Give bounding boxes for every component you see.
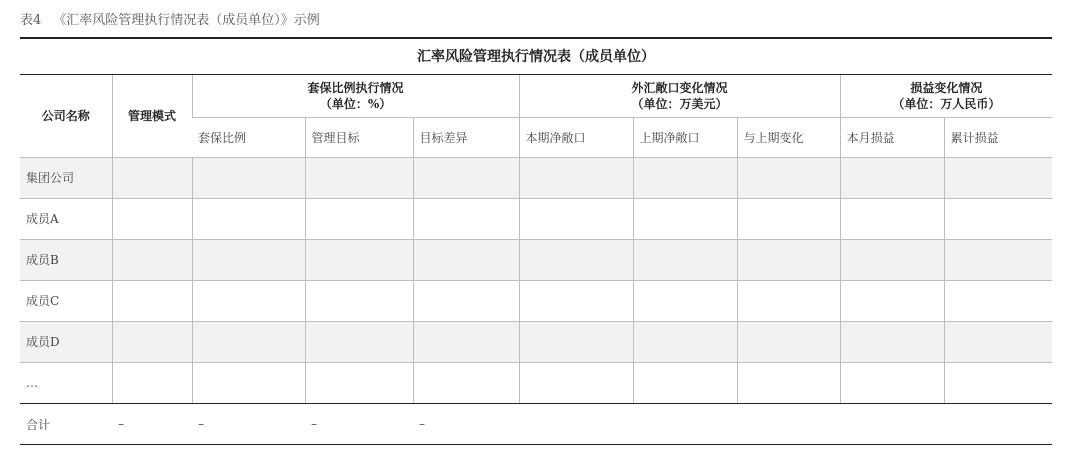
header-group-exposure <box>519 75 840 117</box>
table-cell <box>944 321 1052 362</box>
header-group-exposure-title: 外汇敞口变化情况 <box>631 80 728 95</box>
header-previous-net-exposure: 上期净敞口 <box>633 117 737 157</box>
table-cell <box>737 280 840 321</box>
header-change-vs-previous: 与上期变化 <box>737 117 840 157</box>
table-row <box>20 198 1052 239</box>
total-value-management-target: – <box>311 417 317 431</box>
table-cell <box>192 280 305 321</box>
table-cell <box>737 198 840 239</box>
header-group-pnl <box>840 75 1052 117</box>
row-company-name: 成员A <box>20 198 112 239</box>
header-group-hedge <box>192 75 519 117</box>
table-cell <box>944 157 1052 198</box>
header-group-hedge-unit: （单位：%） <box>319 96 392 111</box>
header-group-pnl-title: 损益变化情况 <box>910 80 983 95</box>
data-table <box>20 75 1052 403</box>
row-company-name: 成员D <box>20 321 112 362</box>
table-cell <box>944 362 1052 403</box>
table-cell <box>413 198 519 239</box>
table-cell <box>840 321 944 362</box>
table-cell <box>305 321 413 362</box>
table-cell <box>840 157 944 198</box>
table-cell <box>944 239 1052 280</box>
table-title: 汇率风险管理执行情况表（成员单位） <box>20 39 1052 75</box>
table-cell <box>413 362 519 403</box>
table-caption <box>20 9 320 28</box>
table-cell <box>192 198 305 239</box>
table-cell <box>840 198 944 239</box>
table-cell <box>519 157 633 198</box>
row-company-name: 集团公司 <box>20 157 112 198</box>
table-cell <box>840 362 944 403</box>
table-cell <box>944 198 1052 239</box>
table-row <box>20 362 1052 403</box>
table-cell <box>413 321 519 362</box>
table-cell <box>413 280 519 321</box>
table-cell <box>633 280 737 321</box>
total-label: 合计 <box>26 417 51 432</box>
table-cell <box>192 362 305 403</box>
header-target-gap: 目标差异 <box>413 117 519 157</box>
row-company-name: 成员B <box>20 239 112 280</box>
table-cell <box>305 362 413 403</box>
table-cell <box>413 239 519 280</box>
total-value-mode: – <box>118 417 124 431</box>
header-mode: 管理模式 <box>112 75 192 157</box>
table-cell <box>633 362 737 403</box>
table-cell <box>737 239 840 280</box>
caption-title: 《汇率风险管理执行情况表（成员单位）》示例 <box>53 13 320 28</box>
table-cell <box>112 239 192 280</box>
header-hedge-ratio: 套保比例 <box>192 117 305 157</box>
total-value-hedge-ratio: – <box>198 417 204 431</box>
table-cell <box>305 239 413 280</box>
total-row <box>20 404 1052 445</box>
table-cell <box>519 239 633 280</box>
table-row <box>20 157 1052 198</box>
table-cell <box>519 321 633 362</box>
header-cumulative-pnl: 累计损益 <box>944 117 1052 157</box>
header-current-net-exposure: 本期净敞口 <box>519 117 633 157</box>
header-monthly-pnl: 本月损益 <box>840 117 944 157</box>
table-cell <box>413 157 519 198</box>
table-cell <box>519 280 633 321</box>
table-cell <box>633 239 737 280</box>
table-cell <box>519 362 633 403</box>
header-company: 公司名称 <box>20 75 112 157</box>
table-cell <box>737 362 840 403</box>
total-value-target-gap: – <box>419 417 425 431</box>
header-group-pnl-unit: （单位：万人民币） <box>892 96 1001 111</box>
table-row <box>20 280 1052 321</box>
table-cell <box>737 321 840 362</box>
table-cell <box>737 157 840 198</box>
table-row <box>20 239 1052 280</box>
caption-number: 表4 <box>20 13 42 28</box>
table-cell <box>633 198 737 239</box>
table-cell <box>305 280 413 321</box>
table-cell <box>840 280 944 321</box>
table-cell <box>633 321 737 362</box>
table-cell <box>112 321 192 362</box>
table-cell <box>192 321 305 362</box>
table-cell <box>192 157 305 198</box>
table-cell <box>633 157 737 198</box>
row-company-name: 成员C <box>20 280 112 321</box>
table-cell <box>112 198 192 239</box>
table-body <box>20 157 1052 403</box>
table-cell <box>112 280 192 321</box>
table-cell <box>192 239 305 280</box>
row-company-name: … <box>26 375 38 390</box>
table-cell <box>112 362 192 403</box>
header-group-exposure-unit: （单位：万美元） <box>631 96 728 111</box>
table-cell <box>305 157 413 198</box>
table-cell <box>944 280 1052 321</box>
risk-management-table <box>20 37 1052 445</box>
table-cell <box>840 239 944 280</box>
table-cell <box>519 198 633 239</box>
table-row <box>20 321 1052 362</box>
header-management-target: 管理目标 <box>305 117 413 157</box>
header-group-hedge-title: 套保比例执行情况 <box>307 80 404 95</box>
table-cell <box>112 157 192 198</box>
table-cell <box>305 198 413 239</box>
